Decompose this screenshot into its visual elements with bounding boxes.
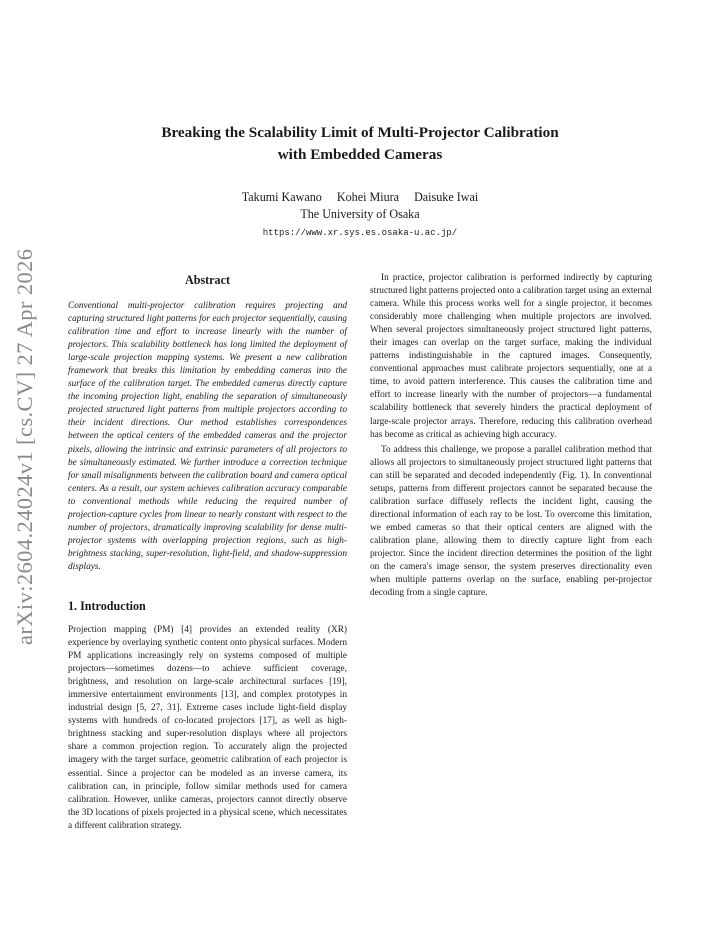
intro-paragraph-1-part-1: Projection mapping (PM) [4] provides an extended reality (XR) experience by overlaying synthetic content onto physical surfaces. Modern PM applications increasingly rely on systems composed of multiple projectors—sometimes dozens—to achieve sufficient coverage, brightness, and resolution on large-scale architectural surfaces [19], immersive entertainment environments [13], and complex prototypes in industrial design [5, 27, 31]. Extreme cases include light-field display systems with hundreds of co-located projectors [17], as well as high-brightness stacking and super-resolution displays where all projectors share a common projection region. To accurately align the projected imagery with the target surface, geometric calibration of each projector is essential. Since a projector can be modeled as an inverse camera, its calibration can, in principle, follow similar methods used for camera calibration. However, unlike cameras, projectors cannot directly observe the 3D locations of pixels projected in a physical scene, which necessitates a different calibration strategy. <box>68 624 347 831</box>
abstract-heading: Abstract <box>184 273 230 287</box>
intro-paragraph-2: In practice, projector calibration is performed indirectly by capturing structured light patterns projected onto a calibration target using an external camera. While this process works well for a single projector, it becomes considerably more challenging when multiple projectors are involved. When several projectors simultaneously project structured light patterns, their images can overlap on the target surface, making the individual patterns indistinguishable in the captured images. Consequently, conventional approaches must calibrate projectors sequentially, one at a time, to avoid pattern interference. This causes the calibration time and effort to increase linearly with the number of projectors—a fundamental scalability bottleneck that severely hinders the practical deployment of large-scale projector arrays. Therefore, reducing this calibration overhead has become as critical as achieving high accuracy. <box>370 273 652 440</box>
intro-text-flow <box>68 624 347 833</box>
introduction-heading: 1. Introduction <box>68 598 146 613</box>
title-line-2: with Embedded Cameras <box>277 146 443 163</box>
paper-title <box>100 122 620 166</box>
author-list <box>100 189 620 205</box>
affiliation: The University of Osaka <box>300 207 420 221</box>
intro-paragraph-3: To address this challenge, we propose a parallel calibration method that allows all projectors to simultaneously project structured light patterns that can still be separated and decoded independently (Fig. 1). In conventional setups, patterns from different projectors cannot be separated because the calibration surface diffusely reflects the incident light, causing the directional information of each ray to be lost. To overcome this limitation, we embed cameras so that their optical centers are aligned with the calibration plane, allowing them to directly capture light from each projector. Since the incident direction determines the position of the light on the camera's image sensor, the system preserves directionality even when multiple patterns overlap on the surface, enabling per-projector decoding from a single capture. <box>370 444 652 599</box>
right-column <box>370 270 652 600</box>
author-name: Daisuke Iwai <box>414 190 479 204</box>
lab-url-link[interactable]: https://www.xr.sys.es.osaka-u.ac.jp/ <box>262 228 458 238</box>
left-column <box>68 270 347 833</box>
title-line-1: Breaking the Scalability Limit of Multi-Projector Calibration <box>161 124 559 141</box>
author-name: Takumi Kawano <box>241 190 322 204</box>
author-name: Kohei Miura <box>336 190 400 204</box>
abstract-text: Conventional multi-projector calibration requires projecting and capturing structured light patterns for each projector sequentially, causing calibration time and effort to increase linearly with the number of projectors. This scalability bottleneck has long limited the deployment of large-scale projection mapping systems. We present a new calibration framework that breaks this limitation by embedding cameras into the surface of the calibration target. The embedded cameras directly capture the incoming projection light, enabling the separation of simultaneously projected structured light patterns from multiple projectors according to their incident directions. Our method establishes correspondences between the optical centers of the embedded cameras and the projector pixels, allowing the intrinsic and extrinsic parameters of all projectors to be simultaneously estimated. We further introduce a correction technique for small misalignments between the calibration board and camera optical centers. As a result, our system achieves calibration accuracy comparable to conventional methods while reducing the required number of projection-capture cycles from linear to nearly constant with respect to the number of projectors, dramatically improving scalability for dense multi-projector systems with overlapping projection regions, such as high-brightness stacking, super-resolution, light-field, and shadow-suppression displays. <box>68 301 347 572</box>
arxiv-identifier: arXiv:2604.24024v1 [cs.CV] 27 Apr 2026 <box>12 248 37 645</box>
